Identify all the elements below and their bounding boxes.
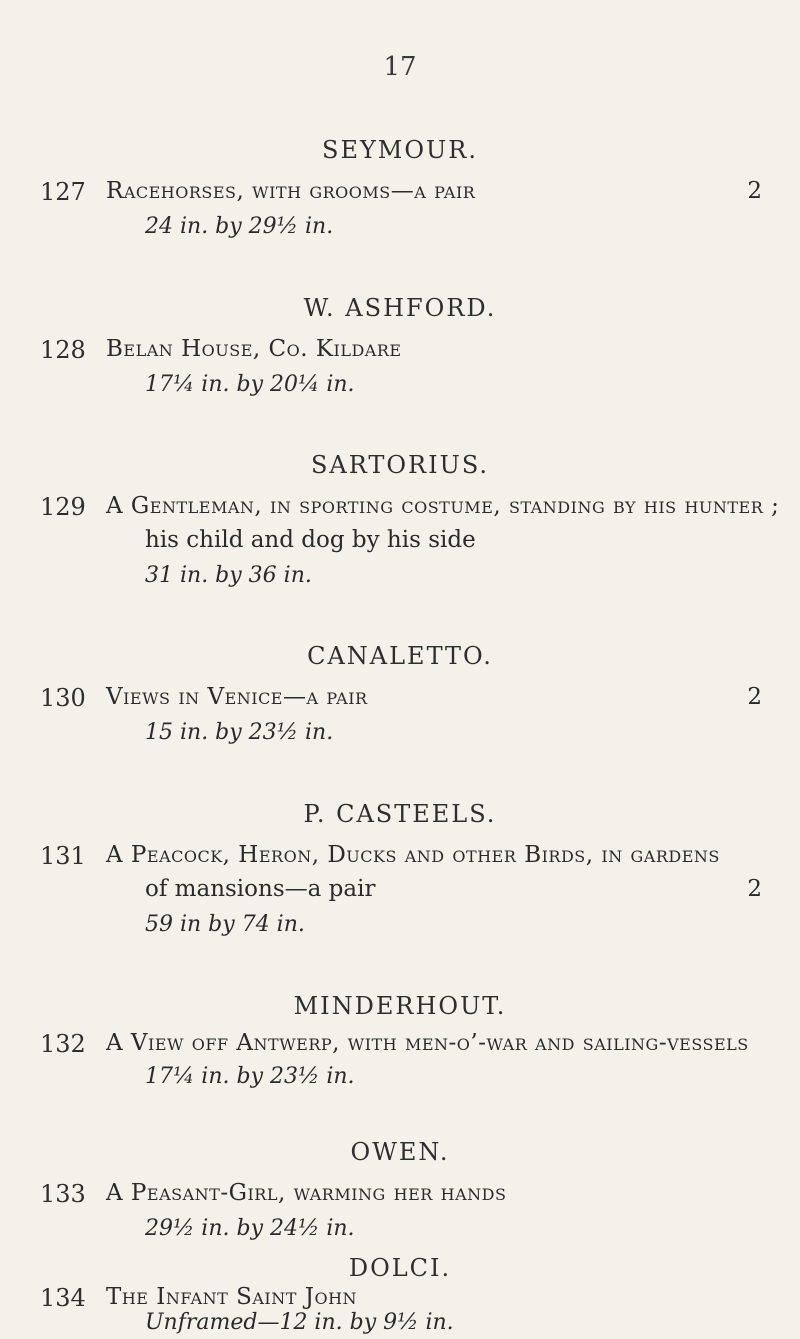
lot-number: 130 [40,684,86,712]
lot-title [106,493,780,519]
lot-dimensions: 31 in. by 36 in. [145,563,312,588]
artist-name: SEYMOUR. [322,136,478,164]
lot-number: 132 [40,1030,86,1058]
artist-name: W. ASHFORD. [303,294,497,322]
lot-title-text: A View off Antwerp, with men-o’-war and sailing-vessels [106,1030,749,1056]
artist-name: OWEN. [350,1138,450,1166]
lot-number: 133 [40,1180,86,1208]
lot-title-text: The Infant Saint John [106,1284,358,1310]
lot-number: 129 [40,493,86,521]
lot-dimensions: Unframed—12 in. by 9½ in. [145,1310,454,1335]
lot-dimensions: 24 in. by 29½ in. [145,214,334,239]
lot-title-text: Belan House, Co. Kildare [106,336,402,362]
lot-title-text: A Gentleman, in sporting costume, standing by his hunter ; [106,493,780,519]
artist-name: SARTORIUS. [310,451,490,479]
lot-dimensions: 59 in by 74 in. [145,912,305,937]
lot-number: 134 [40,1284,86,1312]
lot-dimensions: 15 in. by 23½ in. [145,720,334,745]
lot-dimensions: 17¼ in. by 20¼ in. [145,372,355,397]
lot-dimensions: 17¼ in. by 23½ in. [145,1064,355,1089]
artist-name: P. CASTEELS. [303,800,497,828]
lot-dimensions: 29½ in. by 24½ in. [145,1216,355,1241]
lot-title [106,1180,762,1206]
lot-title-text: Views in Venice—a pair [106,684,368,710]
page-number: 17 [383,52,417,82]
lot-quantity: 2 [747,876,762,902]
lot-number: 127 [40,178,86,206]
lot-quantity: 2 [747,684,762,710]
lot-title [106,1030,762,1056]
lot-number: 128 [40,336,86,364]
lot-title [106,842,762,868]
artist-name: DOLCI. [348,1254,452,1282]
artist-name: MINDERHOUT. [293,992,507,1020]
lot-title [106,178,762,204]
lot-number: 131 [40,842,86,870]
lot-title [106,1284,762,1310]
lot-title-continuation [145,876,762,902]
lot-quantity: 2 [747,178,762,204]
lot-title-continuation-text: of mansions—a pair [145,876,376,902]
lot-title [106,684,762,710]
artist-name: CANALETTO. [307,642,493,670]
lot-title-text: Racehorses, with grooms—a pair [106,178,476,204]
lot-title-text: A Peasant-Girl, warming her hands [106,1180,507,1206]
lot-title-continuation: his child and dog by his side [145,527,476,553]
lot-title [106,336,762,362]
lot-title-text: A Peacock, Heron, Ducks and other Birds, in gardens [106,842,720,868]
